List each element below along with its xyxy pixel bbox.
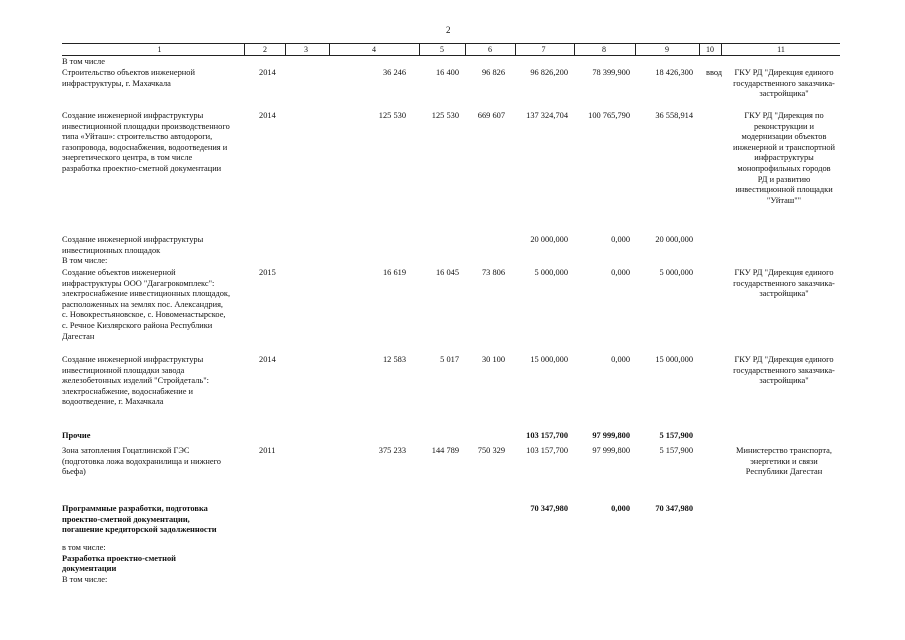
cell-col9: 70 347,980	[655, 504, 693, 513]
header-column-divider	[515, 44, 516, 55]
cell-col4: 16 619	[382, 268, 406, 277]
footer-line: в том числе:	[62, 543, 106, 552]
organization-line: застройщика"	[759, 289, 809, 299]
cell-col9: 5 000,000	[659, 268, 693, 277]
cell-col9: 36 558,914	[655, 111, 693, 120]
row-name	[62, 355, 272, 408]
cell-col5: 16 400	[435, 68, 459, 77]
cell-col10: ввод	[706, 68, 723, 77]
cell-col9: 5 157,900	[659, 446, 693, 455]
row-name-line: бьефа)	[62, 467, 86, 477]
cell-col6: 30 100	[481, 355, 505, 364]
footer-block	[62, 543, 176, 585]
header-column-divider	[699, 44, 700, 55]
cell-organization	[726, 68, 842, 100]
row-name-line: Создание инженерной инфраструктуры	[62, 235, 204, 244]
cell-year: 2015	[259, 268, 276, 277]
organization-line: государственного заказчика-	[733, 278, 835, 288]
organization-line: инфраструктуры	[754, 153, 814, 163]
cell-year: 2014	[259, 111, 276, 120]
row-name	[62, 431, 272, 442]
cell-col4: 125 530	[378, 111, 406, 120]
cell-organization	[726, 355, 842, 387]
row-name-line: (подготовка ложа водохранилища и нижнего	[62, 456, 221, 466]
cell-col5: 144 789	[431, 446, 459, 455]
cell-col7: 5 000,000	[534, 268, 568, 277]
organization-line: инвестиционной площадки	[735, 185, 833, 195]
cell-col8: 0,000	[611, 355, 630, 364]
row-name-line: В том числе:	[62, 256, 108, 266]
cell-col9: 18 426,300	[655, 68, 693, 77]
organization-line: государственного заказчика-	[733, 78, 835, 88]
row-name-line: Зона затопления Гоцатлинской ГЭС	[62, 446, 190, 455]
row-name	[62, 504, 272, 536]
header-cell: 4	[372, 45, 376, 54]
header-cell: 3	[304, 45, 308, 54]
row-name-line: железобетонных изделий "Стройдеталь":	[62, 376, 209, 386]
row-name	[62, 446, 272, 478]
cell-col8: 78 399,900	[592, 68, 630, 77]
organization-line: Министерство транспорта,	[736, 446, 832, 455]
row-name-line: Создание объектов инженерной	[62, 268, 176, 277]
organization-line: ГКУ РД "Дирекция единого	[734, 268, 834, 277]
intro-text: В том числе	[62, 57, 105, 66]
row-name-line: с. Речное Кизлярского района Республики	[62, 320, 213, 330]
row-name	[62, 111, 272, 175]
footer-line: Разработка проектно-сметной	[62, 553, 176, 563]
organization-line: инженерной и транспортной	[733, 142, 835, 152]
organization-line: монопрофильных городов	[737, 163, 831, 173]
cell-year: 2014	[259, 68, 276, 77]
organization-line: РД и развитию	[757, 174, 811, 184]
header-cell: 1	[157, 45, 162, 54]
row-name-line: инвестиционных площадок	[62, 245, 161, 255]
row-name-line: инвестиционной площадки производственного	[62, 121, 230, 131]
footer-line: документации	[62, 564, 117, 574]
organization-line: "Уйташ""	[766, 195, 802, 205]
organization-line: Республики Дагестан	[745, 467, 823, 477]
cell-col4: 36 246	[382, 68, 406, 77]
row-name	[62, 235, 272, 267]
organization-line: ГКУ РД "Дирекция единого	[734, 355, 834, 364]
cell-col8: 97 999,800	[592, 431, 630, 440]
cell-year: 2011	[259, 446, 276, 455]
header-cell: 11	[777, 45, 785, 54]
row-name-line: Создание инженерной инфраструктуры	[62, 111, 204, 120]
row-name-line: электроснабжение инвестиционных площадок,	[62, 289, 231, 299]
footer-line: В том числе:	[62, 574, 108, 584]
cell-col8: 100 765,790	[588, 111, 630, 120]
cell-col9: 5 157,900	[659, 431, 693, 440]
organization-line: ГКУ РД "Дирекция по	[744, 111, 824, 120]
header-cell: 7	[541, 45, 546, 54]
cell-col6: 73 806	[481, 268, 505, 277]
row-name-line: с. Новокрестьяновское, с. Новоменастырское,	[62, 310, 226, 320]
cell-col7: 137 324,704	[526, 111, 568, 120]
header-column-divider	[419, 44, 420, 55]
organization-line: застройщика"	[759, 89, 809, 99]
row-name	[62, 68, 272, 89]
cell-col9: 20 000,000	[655, 235, 693, 244]
cell-col8: 97 999,800	[592, 446, 630, 455]
row-name-line: инфраструктуры, г. Махачкала	[62, 78, 171, 88]
page-number: 2	[446, 25, 451, 35]
header-cell: 8	[602, 45, 606, 54]
cell-col7: 20 000,000	[530, 235, 568, 244]
row-name-line: Дагестан	[62, 331, 95, 341]
row-name-line: разработка проектно-сметной документации	[62, 163, 222, 173]
organization-line: энергетики и связи	[750, 456, 818, 466]
header-cell: 5	[440, 45, 444, 54]
header-column-divider	[635, 44, 636, 55]
header-column-divider	[244, 44, 245, 55]
header-column-divider	[574, 44, 575, 55]
row-name-line: электроснабжение, водоснабжение и	[62, 386, 193, 396]
row-name-line: инвестиционной площадки завода	[62, 365, 185, 375]
cell-col5: 5 017	[440, 355, 459, 364]
cell-col8: 0,000	[611, 235, 630, 244]
cell-col6: 669 607	[477, 111, 505, 120]
cell-col6: 750 329	[477, 446, 505, 455]
header-column-divider	[285, 44, 286, 55]
header-column-divider	[465, 44, 466, 55]
cell-col6: 96 826	[481, 68, 505, 77]
row-name	[62, 268, 272, 342]
cell-col7: 96 826,200	[530, 68, 568, 77]
header-column-divider	[721, 44, 722, 55]
cell-year: 2014	[259, 355, 276, 364]
row-name-line: водоотведение, г. Махачкала	[62, 397, 164, 407]
row-name-line: инфраструктуры ООО "Дагагрокомплекс":	[62, 278, 215, 288]
row-name-line: энергетического центра, в том числе	[62, 153, 193, 163]
cell-col5: 125 530	[431, 111, 459, 120]
cell-col4: 375 233	[378, 446, 406, 455]
row-name-line: Строительство объектов инженерной	[62, 68, 195, 77]
cell-col9: 15 000,000	[655, 355, 693, 364]
organization-line: государственного заказчика-	[733, 365, 835, 375]
organization-line: ГКУ РД "Дирекция единого	[734, 68, 834, 77]
organization-line: модернизации объектов	[741, 132, 827, 142]
header-cell: 10	[706, 45, 714, 54]
header-cell: 2	[263, 45, 267, 54]
cell-col8: 0,000	[611, 504, 630, 513]
cell-col5: 16 045	[435, 268, 459, 277]
row-name-line: типа «Уйташ»: строительство автодороги,	[62, 132, 213, 142]
cell-organization	[726, 268, 842, 300]
row-name-line: погашение кредиторской задолженности	[62, 525, 217, 535]
cell-col7: 103 157,700	[526, 431, 568, 440]
cell-col7: 70 347,980	[530, 504, 568, 513]
header-column-divider	[329, 44, 330, 55]
table-header-top-border	[62, 43, 840, 44]
row-name-line: Программные разработки, подготовка	[62, 504, 208, 513]
cell-organization	[726, 446, 842, 478]
cell-organization	[726, 111, 842, 206]
row-name-line: расположенных на землях пос. Александрия,	[62, 299, 224, 309]
organization-line: застройщика"	[759, 376, 809, 386]
row-name-line: газопровода, водоснабжения, водоотведения и	[62, 142, 228, 152]
cell-col4: 12 583	[382, 355, 406, 364]
header-cell: 6	[488, 45, 492, 54]
header-cell: 9	[665, 45, 669, 54]
row-name-line: Создание инженерной инфраструктуры	[62, 355, 204, 364]
cell-col7: 103 157,700	[526, 446, 568, 455]
row-name-line: Прочие	[62, 431, 91, 440]
organization-line: реконструкции и	[753, 121, 815, 131]
cell-col7: 15 000,000	[530, 355, 568, 364]
row-name-line: проектно-сметной документации,	[62, 514, 190, 524]
cell-col8: 0,000	[611, 268, 630, 277]
